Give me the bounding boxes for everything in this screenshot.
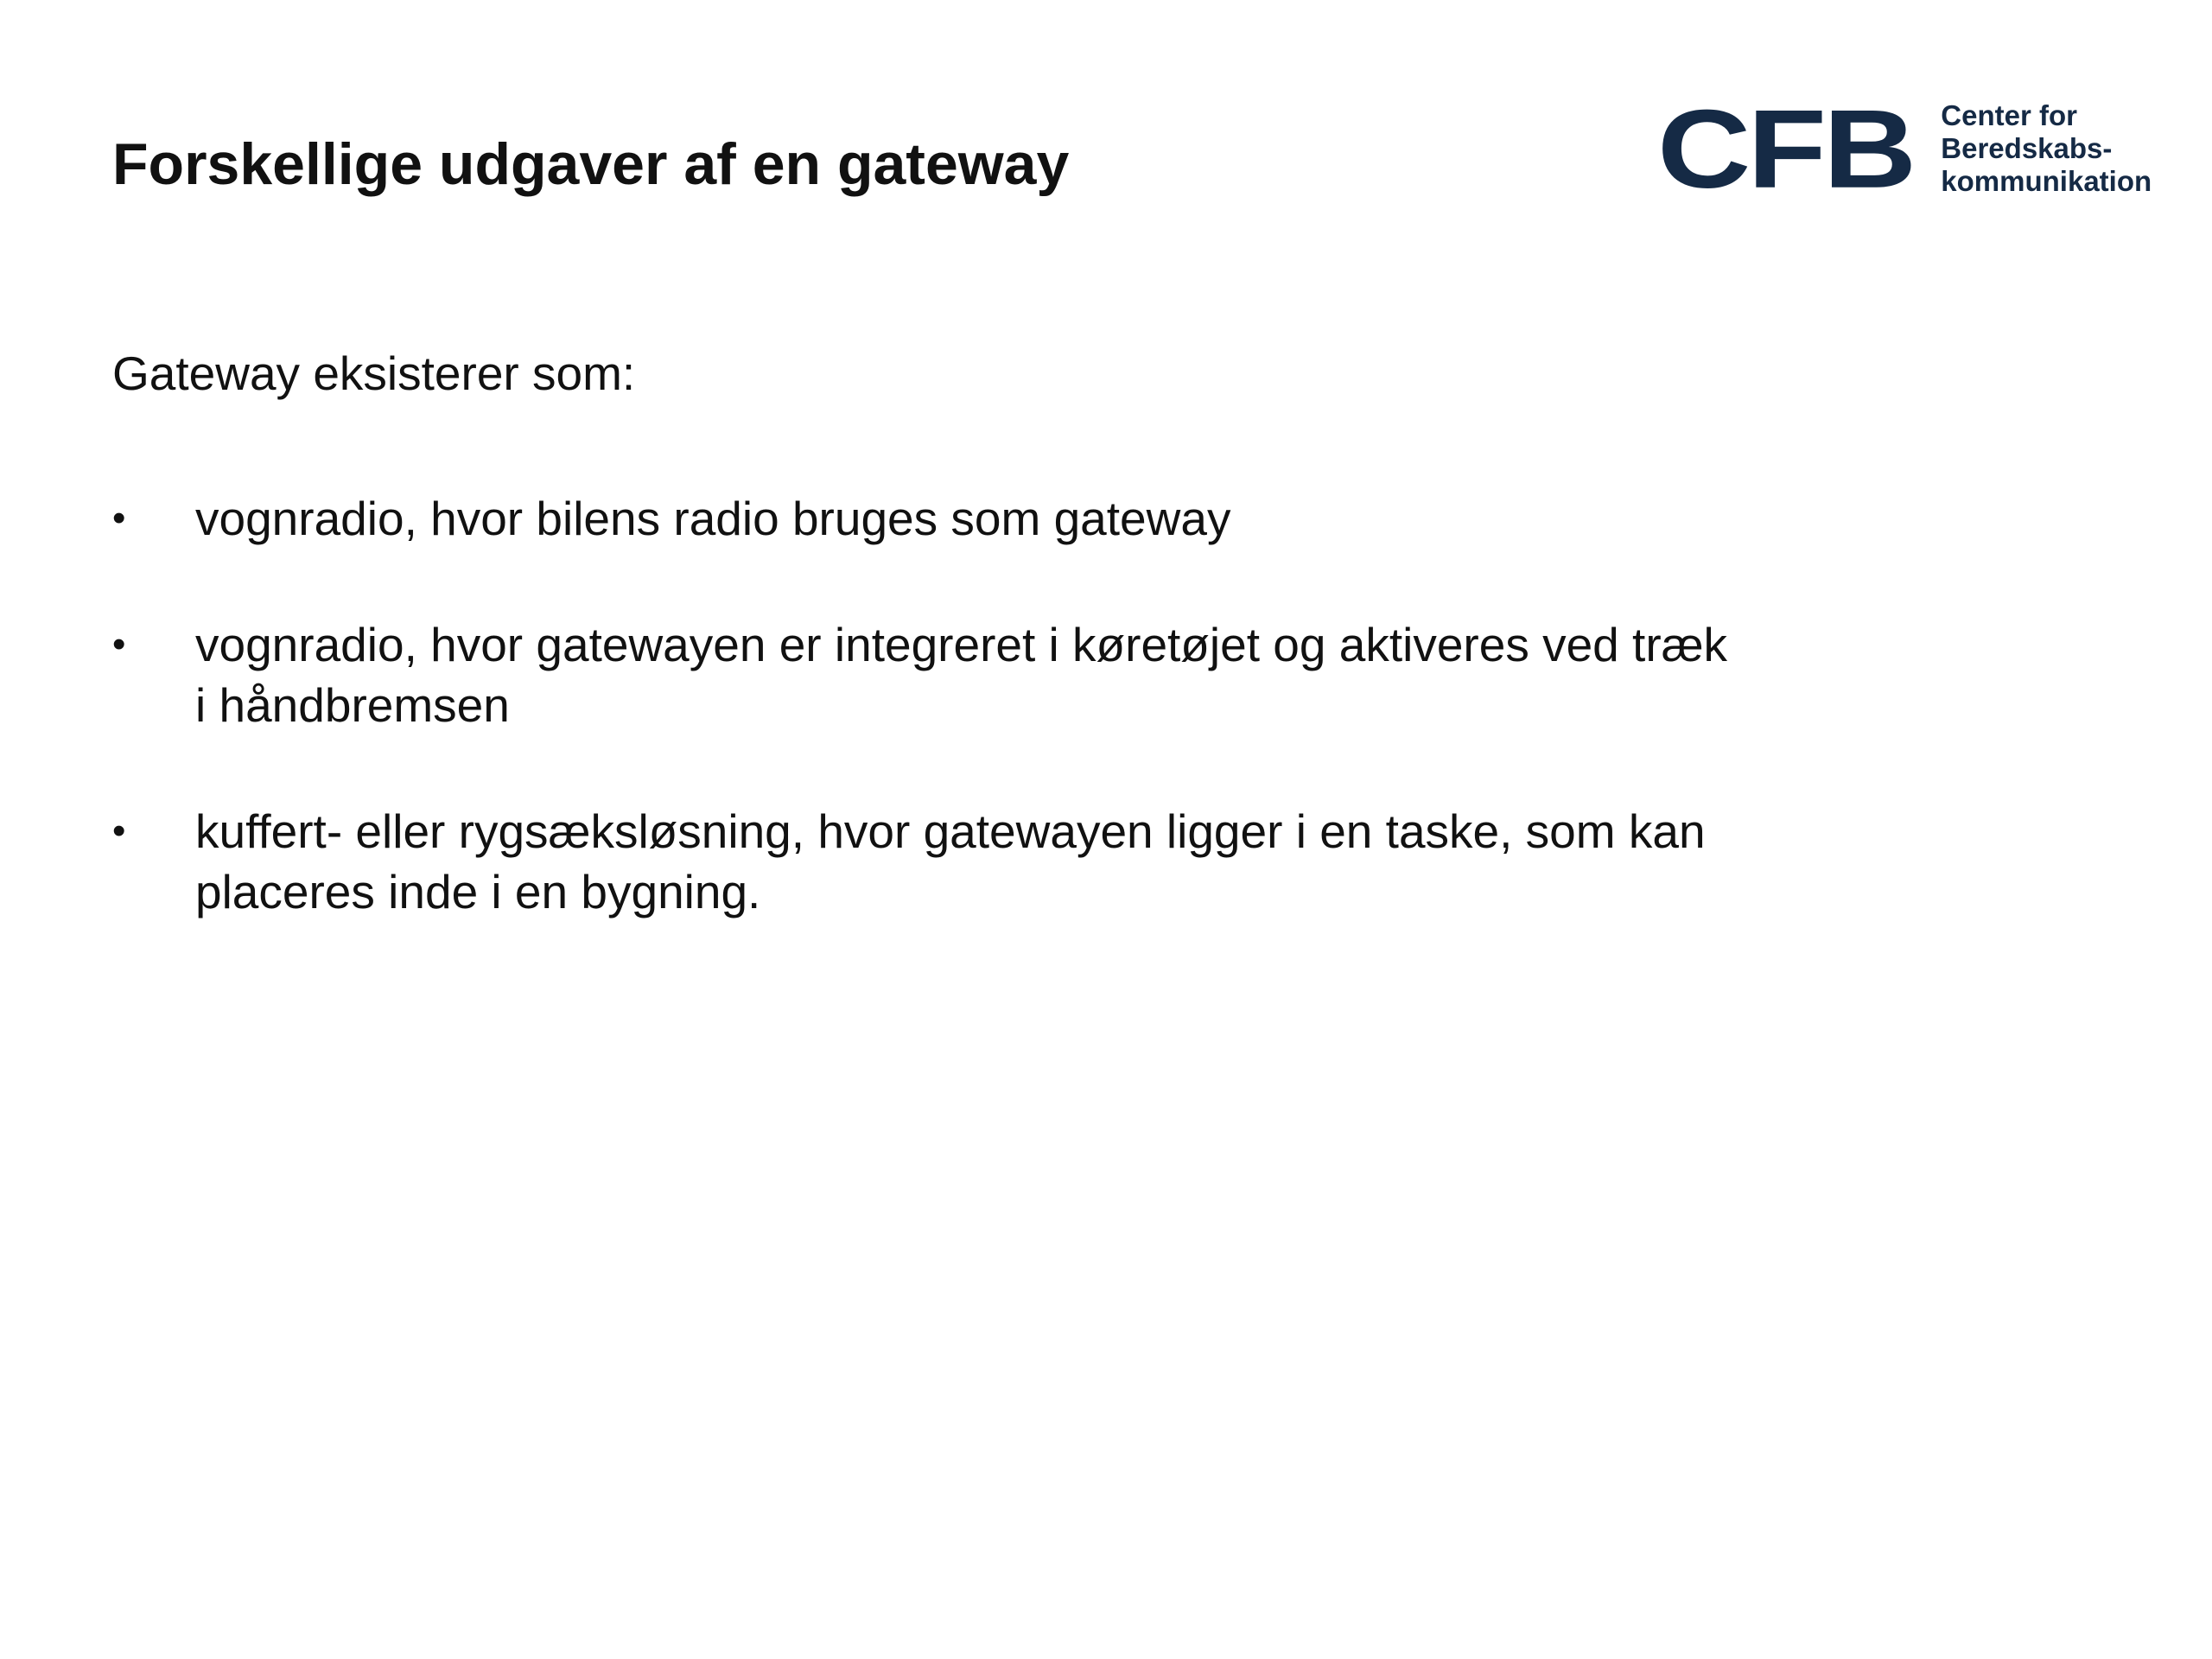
bullet-text: kuffert- eller rygsæksløsning, hvor gatewayen ligger i en taske, som kan placeres inde i en bygning. [195, 804, 1706, 918]
bullet-text: vognradio, hvor gatewayen er integreret i køretøjet og aktiveres ved træk i håndbremsen [195, 618, 1728, 732]
logo-line-1: Center for [1941, 99, 2077, 131]
logo-line-3: kommunikation [1941, 165, 2152, 197]
bullet-item [112, 614, 1737, 735]
slide-title: Forskellige udgaver af en gateway [112, 131, 1070, 197]
cfb-logo [1657, 86, 2152, 212]
logo-mark: CFB [1657, 86, 1914, 212]
bullet-item [112, 488, 1737, 549]
logo-wordmark [1941, 99, 2152, 198]
logo-line-2: Beredskabs- [1941, 132, 2113, 164]
intro-text: Gateway eksisterer som: [112, 346, 636, 400]
bullet-list [112, 488, 1737, 988]
bullet-item [112, 801, 1737, 922]
bullet-text: vognradio, hvor bilens radio bruges som gateway [195, 492, 1231, 545]
bullet-marker: • [112, 623, 126, 665]
bullet-marker: • [112, 497, 126, 539]
bullet-marker: • [112, 810, 126, 852]
